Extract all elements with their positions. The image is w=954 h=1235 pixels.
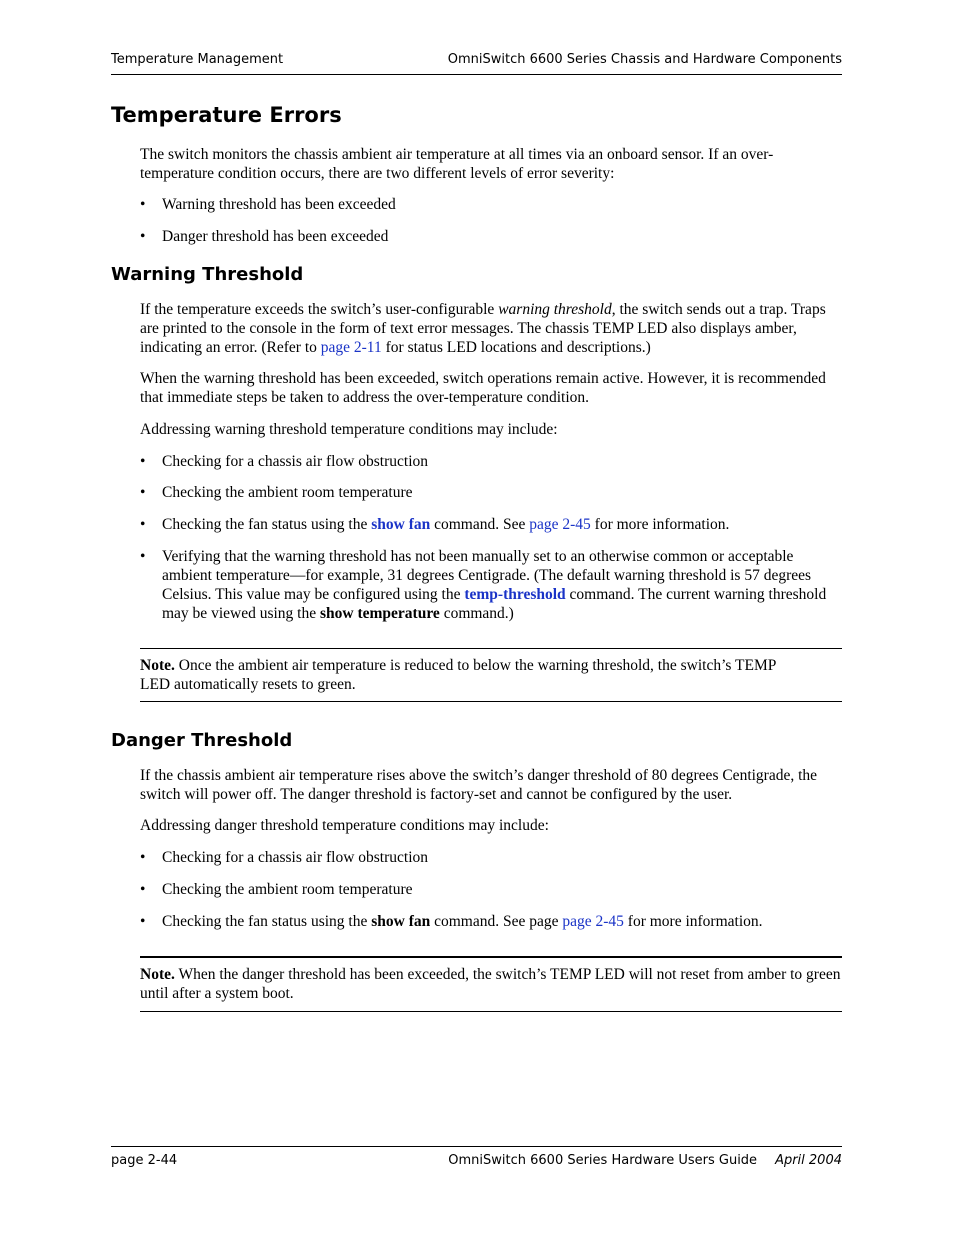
warning-paragraph-1: If the temperature exceeds the switch’s user-configurable warning threshold, the switch sends out a trap. Traps are printed to the console in the form of text error messages. The chassis TEMP LED also displays amber, indicating an error. (Refer to page 2-11 for status LED locations and descriptions.)	[140, 301, 826, 356]
command-link[interactable]: temp-threshold	[464, 586, 566, 603]
list-item: • Warning threshold has been exceeded	[140, 196, 396, 213]
page-link[interactable]: page 2-11	[320, 339, 382, 356]
page-link[interactable]: page 2-45	[529, 516, 591, 533]
note-label: Note.	[140, 966, 175, 983]
bullet-icon: •	[140, 453, 146, 470]
warning-heading: Warning Threshold	[111, 264, 304, 285]
list-item: • Checking for a chassis air flow obstruction	[140, 849, 429, 866]
header-book-title: OmniSwitch 6600 Series Chassis and Hardware Components	[447, 52, 842, 67]
bullet-icon: •	[140, 228, 146, 245]
list-item: • Checking for a chassis air flow obstruction	[140, 453, 429, 470]
warning-note: Note. Once the ambient air temperature is reduced to below the warning threshold, the switch’s TEMP LED automatically resets to green.	[140, 648, 842, 702]
danger-paragraph-2: Addressing danger threshold temperature conditions may include:	[140, 817, 549, 834]
list-item: • Checking the fan status using the show fan command. See page page 2-45 for more information.	[140, 913, 763, 930]
bullet-icon: •	[140, 849, 146, 866]
command-link[interactable]: show fan	[371, 516, 431, 533]
warning-paragraph-3: Addressing warning threshold temperature conditions may include:	[140, 421, 558, 438]
bullet-icon: •	[140, 913, 146, 930]
list-item: • Checking the fan status using the show fan command. See page 2-45 for more information.	[140, 516, 730, 533]
list-item: • Danger threshold has been exceeded	[140, 228, 389, 245]
header-section-title: Temperature Management	[111, 52, 284, 67]
note-label: Note.	[140, 657, 175, 674]
page-footer	[111, 1146, 842, 1175]
list-item: • Verifying that the warning threshold has not been manually set to an otherwise common or acceptable ambient temperature—for example, 31 degrees Centigrade. (The default warning threshold is 57 degrees Celsius. This value may be configured using the temp-threshold command. The current warning threshold may be viewed using the show temperature command.)	[140, 548, 827, 622]
warning-paragraph-2: When the warning threshold has been exceeded, switch operations remain active. However, it is recommended that immediate steps be taken to address the over-temperature condition.	[140, 370, 826, 406]
page-header	[111, 50, 842, 75]
page-number: page 2-44	[111, 1153, 178, 1168]
bullet-icon: •	[140, 516, 146, 533]
section-title: Temperature Errors	[111, 103, 342, 127]
bullet-icon: •	[140, 484, 146, 501]
footer-book-title: OmniSwitch 6600 Series Hardware Users Guide	[448, 1153, 758, 1168]
list-item: • Checking the ambient room temperature	[140, 484, 413, 501]
footer-date: April 2004	[775, 1153, 842, 1168]
bullet-icon: •	[140, 881, 146, 898]
page-link[interactable]: page 2-45	[562, 913, 624, 930]
bullet-icon: •	[140, 548, 146, 565]
danger-paragraph-1: If the chassis ambient air temperature rises above the switch’s danger threshold of 80 degrees Centigrade, the switch will power off. The danger threshold is factory-set and cannot be configured by the user.	[140, 767, 818, 803]
danger-note: Note. When the danger threshold has been exceeded, the switch’s TEMP LED will not reset from amber to green until after a system boot.	[140, 956, 842, 1012]
bullet-icon: •	[140, 196, 146, 213]
intro-paragraph: The switch monitors the chassis ambient air temperature at all times via an onboard sensor. If an over-temperature condition occurs, there are two different levels of error severity:	[140, 146, 774, 182]
danger-heading: Danger Threshold	[111, 730, 293, 751]
list-item: • Checking the ambient room temperature	[140, 881, 413, 898]
